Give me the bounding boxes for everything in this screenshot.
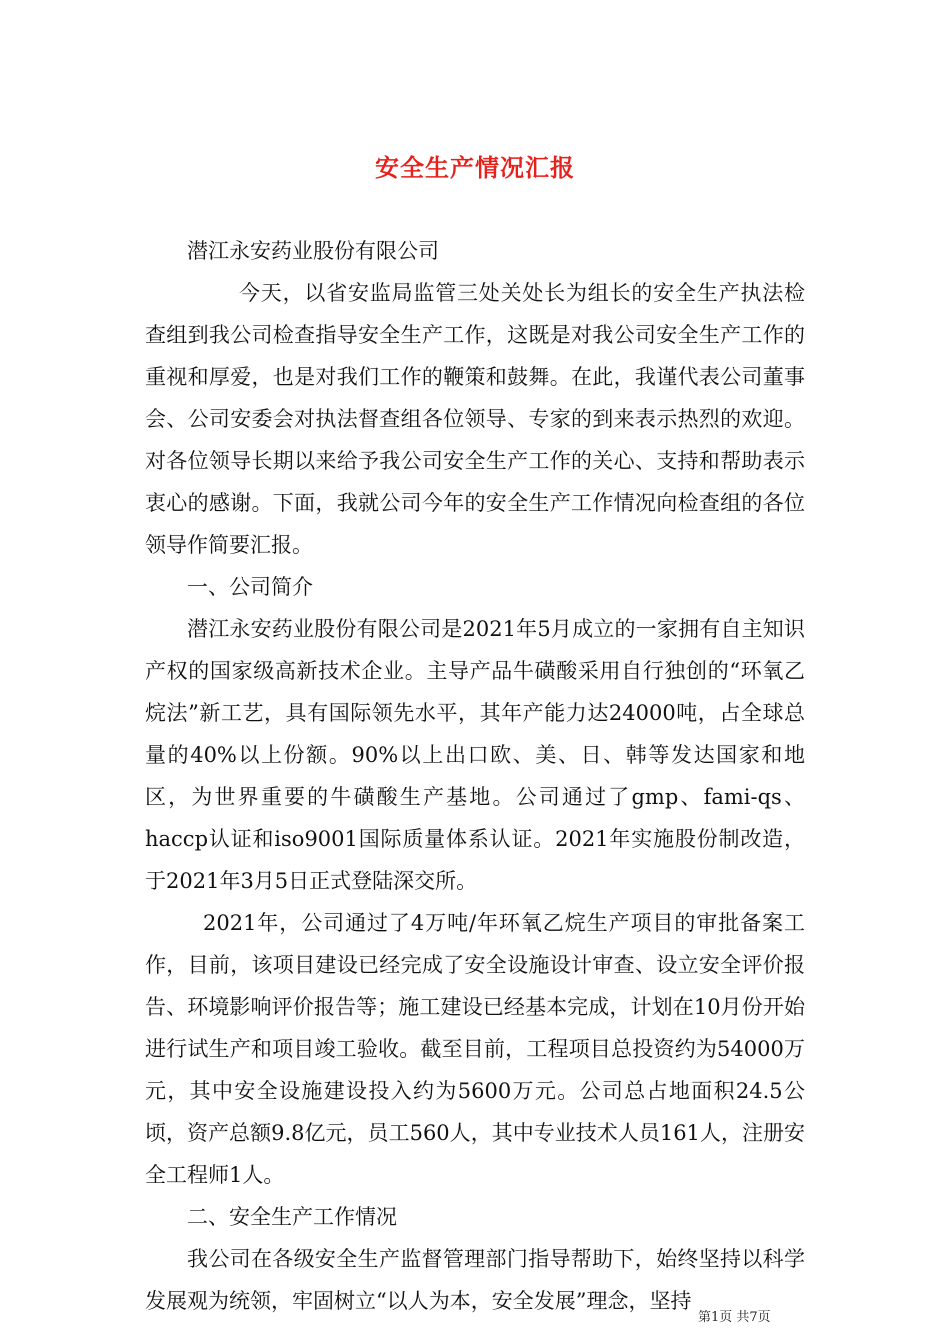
document-title: 安全生产情况汇报: [375, 153, 575, 183]
paragraph-company-profile: 潜江永安药业股份有限公司是2021年5月成立的一家拥有自主知识产权的国家级高新技术企业。主导产品牛磺酸采用自行独创的“环氧乙烷法”新工艺，具有国际领先水平，其年产能力达24000吨，占全球总量的40%以上份额。90%以上出口欧、美、日、韩等发达国家和地区，为世界重要的牛磺酸生产基地。公司通过了gmp、fami-qs、haccp认证和iso9001国际质量体系认证。2021年实施股份制改造，于2021年3月5日正式登陆深交所。: [145, 617, 805, 893]
section-heading-company-profile: 一、公司简介: [187, 575, 313, 599]
section-heading-safety-work: 二、安全生产工作情况: [187, 1205, 397, 1229]
company-name: 潜江永安药业股份有限公司: [187, 239, 439, 263]
document-body: [145, 230, 805, 1322]
paragraph-safety-work: 我公司在各级安全生产监督管理部门指导帮助下，始终坚持以科学发展观为统领，牢固树立“以人为本，安全发展”理念，坚持: [145, 1247, 805, 1313]
page-number: 第1页 共7页: [698, 1310, 771, 1325]
paragraph-project-status: 2021年，公司通过了4万吨/年环氧乙烷生产项目的审批备案工作，目前，该项目建设已经完成了安全设施设计审查、设立安全评价报告、环境影响评价报告等；施工建设已经基本完成，计划在10月份开始进行试生产和项目竣工验收。截至目前，工程项目总投资约为54000万元，其中安全设施建设投入约为5600万元。公司总占地面积24.5公顷，资产总额9.8亿元，员工560人，其中专业技术人员161人，注册安全工程师1人。: [145, 911, 805, 1187]
paragraph-intro: 今天，以省安监局监管三处关处长为组长的安全生产执法检查组到我公司检查指导安全生产工作，这既是对我公司安全生产工作的重视和厚爱，也是对我们工作的鞭策和鼓舞。在此，我谨代表公司董事会、公司安委会对执法督查组各位领导、专家的到来表示热烈的欢迎。对各位领导长期以来给予我公司安全生产工作的关心、支持和帮助表示衷心的感谢。下面，我就公司今年的安全生产工作情况向检查组的各位领导作简要汇报。: [145, 281, 805, 557]
